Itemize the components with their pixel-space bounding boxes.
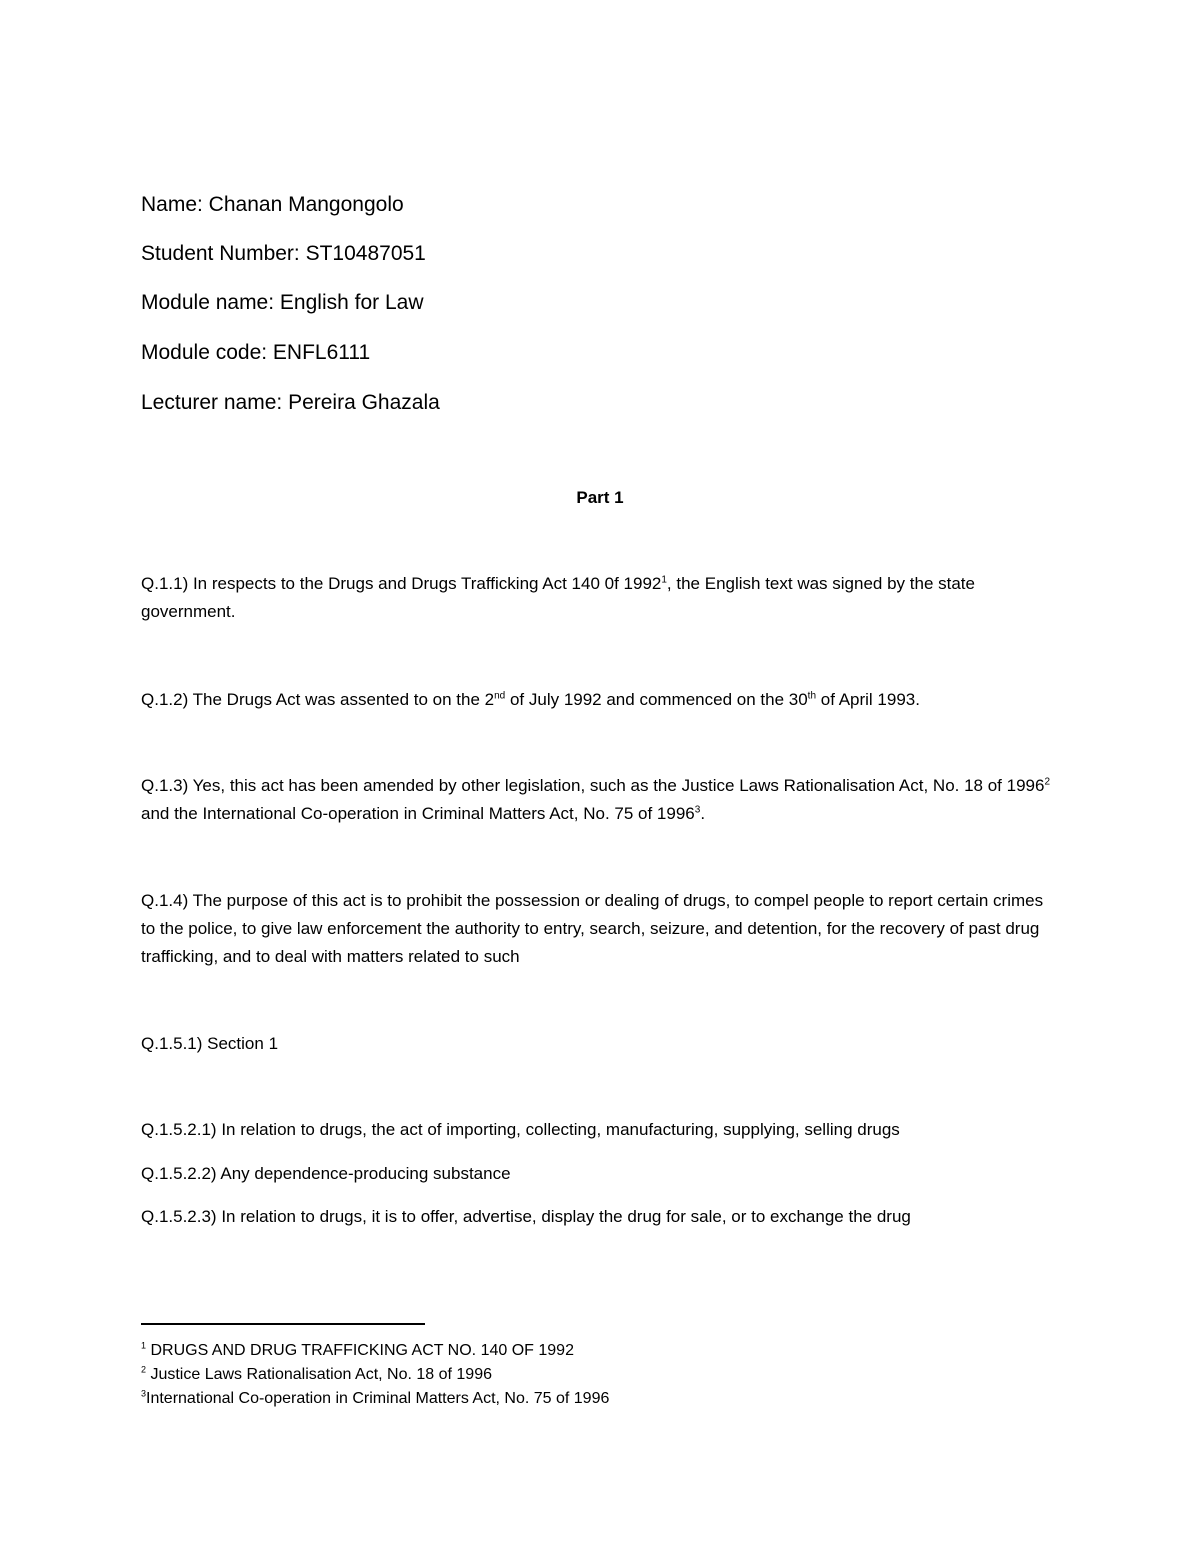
answer-q1-3 — [141, 772, 1061, 828]
footnote-ref-1[interactable]: 1 — [661, 574, 667, 586]
answer-q1-2-text-cont: of July 1992 and commenced on the 30 — [505, 690, 808, 709]
student-name: Name: Chanan Mangongolo — [141, 193, 404, 216]
footnote-text: International Co-operation in Criminal Matters Act, No. 75 of 1996 — [146, 1390, 610, 1407]
answer-q1-2 — [141, 686, 1061, 714]
ordinal-nd: nd — [494, 690, 506, 702]
answer-q1-5-1: Q.1.5.1) Section 1 — [141, 1034, 279, 1053]
answer-q1-4: Q.1.4) The purpose of this act is to prohibit the possession or dealing of drugs, to compel people to report certain crimes to the police, to give law enforcement the authority to entry, search, seizure, and detention, for the recovery of past drug trafficking, and to deal with matters related to such — [141, 891, 1044, 966]
footnote-text: Justice Laws Rationalisation Act, No. 18 of 1996 — [146, 1366, 492, 1383]
module-code: Module code: ENFL6111 — [141, 341, 371, 364]
ordinal-th: th — [807, 690, 817, 702]
footnote-number: 2 — [141, 1364, 147, 1375]
answer-q1-1 — [141, 570, 1061, 626]
answer-q1-1-text: Q.1.1) In respects to the Drugs and Drugs Trafficking Act 140 0f 1992 — [141, 574, 662, 593]
footnote-ref-3[interactable]: 3 — [694, 804, 701, 816]
module-name: Module name: English for Law — [141, 291, 424, 314]
answer-q1-3-text-end: . — [700, 804, 706, 823]
footnote-1 — [141, 1340, 574, 1362]
footnote-number: 3 — [141, 1388, 147, 1399]
footnote-text: DRUGS AND DRUG TRAFFICKING ACT NO. 140 OF 1992 — [146, 1342, 574, 1359]
answer-q1-2-text-end: of April 1993. — [816, 690, 920, 709]
part-title: Part 1 — [576, 488, 624, 507]
footnote-separator — [141, 1323, 425, 1325]
answer-q1-3-text-cont: and the International Co-operation in Criminal Matters Act, No. 75 of 1996 — [141, 804, 695, 823]
lecturer-name: Lecturer name: Pereira Ghazala — [141, 391, 440, 414]
answer-q1-3-text: Q.1.3) Yes, this act has been amended by other legislation, such as the Justice Laws Rationalisation Act, No. 18 of 1996 — [141, 776, 1045, 795]
answer-q1-5-2-3: Q.1.5.2.3) In relation to drugs, it is to offer, advertise, display the drug for sale, or to exchange the drug — [141, 1207, 911, 1226]
footnote-3 — [141, 1388, 609, 1410]
footnote-number: 1 — [141, 1340, 147, 1351]
footnote-2 — [141, 1364, 492, 1386]
answer-q1-5-2-2: Q.1.5.2.2) Any dependence-producing substance — [141, 1164, 511, 1183]
answer-q1-2-text: Q.1.2) The Drugs Act was assented to on the 2 — [141, 690, 495, 709]
answer-q1-5-2-1: Q.1.5.2.1) In relation to drugs, the act of importing, collecting, manufacturing, supplying, selling drugs — [141, 1120, 900, 1139]
student-number: Student Number: ST10487051 — [141, 242, 426, 265]
answer-q1-1-text-cont: , the English text was signed by the state government. — [141, 574, 975, 621]
footnote-ref-2[interactable]: 2 — [1044, 776, 1051, 788]
